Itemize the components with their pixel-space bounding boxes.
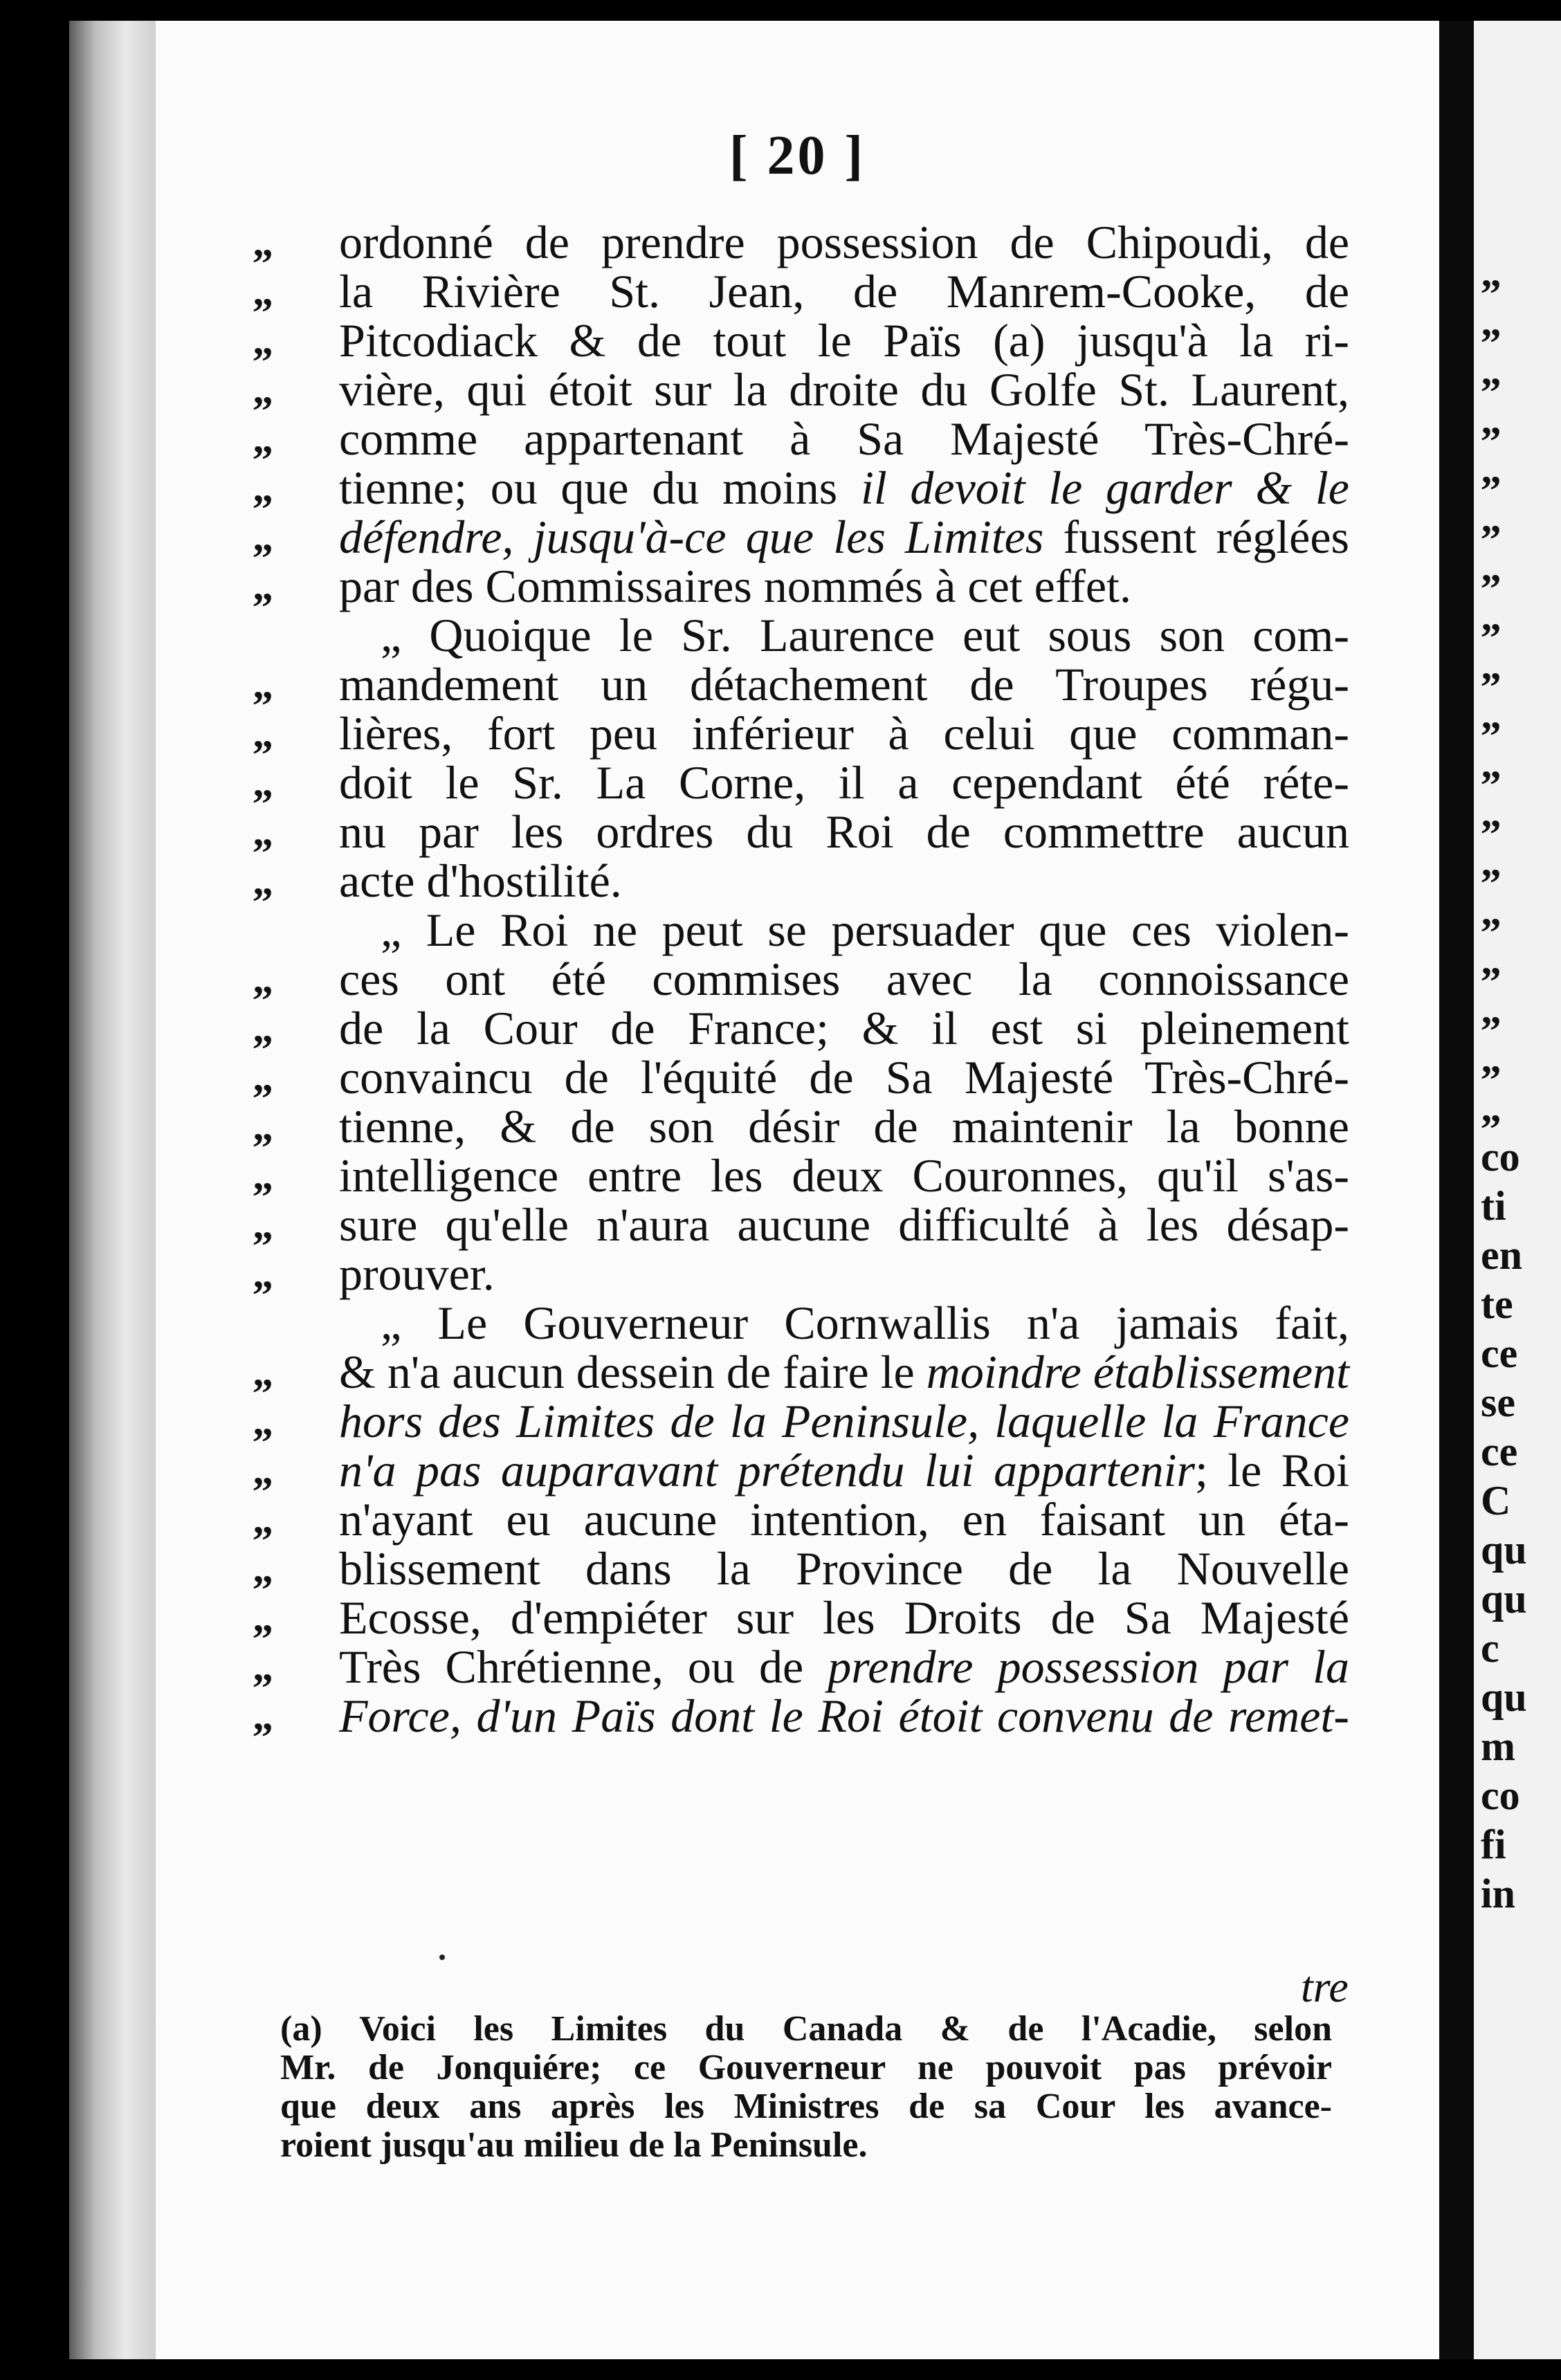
quote-mark: „ [253,563,273,609]
quote-mark: „ [253,219,273,265]
next-page-fragment: „ [1481,692,1501,738]
next-page-fragment: co [1481,1134,1520,1180]
text-span: lières, fort peu inférieur à celui que comman- [339,707,1349,760]
italic-span: hors des Limites de la Peninsule, laquelle la France [339,1395,1349,1447]
quote-mark: „ [253,1251,273,1297]
text-line [253,1690,1349,1742]
book-gutter [1439,21,1474,2359]
next-page-edge [1474,21,1561,2359]
next-page-fragment: ce [1481,1330,1518,1376]
quote-mark: „ [253,514,273,560]
text-line [253,1198,1349,1251]
quote-mark: „ [253,809,273,854]
text-line [339,906,1349,955]
quote-mark: „ [253,1644,273,1690]
next-page-fragment: in [1481,1871,1516,1916]
next-page-fragment: „ [1481,741,1501,787]
text-span: convaincu de l'équité de Sa Majesté Très-Chré- [339,1051,1349,1104]
next-page-fragment: „ [1481,790,1501,836]
next-page-fragment: „ [1481,495,1501,541]
italic-span: Force, d'un Païs dont le Roi étoit convenu de remet- [339,1690,1349,1742]
quote-mark: „ [253,661,273,707]
next-page-fragment: m [1481,1723,1515,1769]
text-span: la Rivière St. Jean, de Manrem-Cooke, de [339,265,1349,318]
footnote-line: (a) Voici les Limites du Canada & de l'Acadie, selon [280,2009,1332,2049]
text-line [253,805,1349,858]
text-span: „ Le Gouverneur Cornwallis n'a jamais fait, [381,1297,1349,1349]
text-span: „ Le Roi ne peut se persuader que ces violen- [381,904,1349,956]
next-page-fragment: ti [1481,1183,1506,1229]
text-span: nu par les ordres du Roi de commettre aucun [339,805,1349,858]
text-span: ces ont été commises avec la connoissance [339,953,1349,1005]
quote-mark: „ [253,268,273,314]
next-page-fragment: „ [1481,888,1501,934]
next-page-fragment: „ [1481,348,1501,394]
quote-mark: „ [253,858,273,904]
next-page-fragment: fi [1481,1822,1506,1867]
quote-mark: „ [253,1447,273,1493]
text-line [253,1640,1349,1693]
next-page-fragment: qu [1481,1576,1527,1622]
text-span: acte d'hostilité. [339,854,622,907]
italic-span: moindre établissement [926,1346,1349,1398]
text-line [253,216,1349,268]
footnote-line: que deux ans après les Ministres de sa Cour les avance- [280,2087,1332,2126]
text-line [339,1299,1349,1348]
text-span: comme appartenant à Sa Majesté Très-Chré- [339,412,1349,465]
quote-mark: „ [253,465,273,511]
text-span: n'ayant eu aucune intention, en faisant un éta- [339,1493,1349,1546]
text-line [253,1247,1349,1300]
footnote-line: roient jusqu'au milieu de la Peninsule. [280,2125,868,2165]
quote-mark: „ [253,1546,273,1591]
text-line [253,1100,1349,1153]
book-spine [69,21,156,2359]
text-span: de la Cour de France; & il est si pleinement [339,1002,1349,1054]
text-line [253,1149,1349,1202]
next-page-fragment: „ [1481,1085,1501,1130]
ink-speck [439,1955,445,1960]
text-line [253,756,1349,809]
text-span: & n'a aucun dessein de faire le [339,1346,926,1398]
next-page-fragment: „ [1481,250,1501,295]
next-page-fragment: „ [1481,446,1501,492]
text-span: Très Chrétienne, ou de [339,1640,828,1693]
text-line [253,511,1349,563]
quote-mark: „ [253,1595,273,1640]
text-line [253,265,1349,318]
next-page-fragment: „ [1481,397,1501,443]
quote-mark: „ [253,711,273,756]
next-page-fragment: en [1481,1232,1522,1278]
book-page [156,21,1439,2359]
quote-mark: „ [253,1398,273,1444]
next-page-fragment: co [1481,1773,1520,1818]
quote-mark: „ [253,1054,273,1100]
text-span: tienne, & de son désir de maintenir la bonne [339,1100,1349,1153]
italic-span: n'a pas auparavant prétendu lui appartenir [339,1444,1195,1496]
text-line [253,314,1349,367]
text-span: Ecosse, d'empiéter sur les Droits de Sa Majesté [339,1591,1349,1644]
quote-mark: „ [253,760,273,805]
text-span: intelligence entre les deux Couronnes, qu'il s'as- [339,1149,1349,1202]
text-line [253,707,1349,760]
quote-mark: „ [253,318,273,363]
text-span: blissement dans la Province de la Nouvelle [339,1542,1349,1595]
text-line [253,412,1349,465]
text-line [253,560,1349,612]
text-line [253,854,1349,907]
next-page-fragment: „ [1481,544,1501,590]
text-line [253,953,1349,1005]
footnote-line: Mr. de Jonquiére; ce Gouverneur ne pouvoit pas prévoir [280,2048,1332,2087]
text-span: prouver. [339,1247,495,1300]
text-span: Pitcodiack & de tout le Païs (a) jusqu'à la ri- [339,314,1349,367]
text-line [253,363,1349,416]
footnote [280,2010,1332,2165]
text-line [253,1051,1349,1104]
text-span: mandement un détachement de Troupes régu- [339,658,1349,711]
text-line [253,1444,1349,1496]
next-page-fragment: „ [1481,594,1501,639]
quote-mark: „ [253,1104,273,1149]
next-page-fragment: ce [1481,1429,1518,1474]
text-span: „ Quoique le Sr. Laurence eut sous son com- [381,609,1349,661]
text-span: vière, qui étoit sur la droite du Golfe St. Laurent, [339,363,1349,416]
text-line [253,1346,1349,1398]
quote-mark: „ [253,416,273,461]
next-page-fragment: „ [1481,839,1501,885]
next-page-fragment: te [1481,1281,1513,1327]
quote-mark: „ [253,1202,273,1247]
quote-mark: „ [253,367,273,412]
text-span: fussent réglées [1043,511,1349,563]
text-span: tienne; ou que du moins [339,461,861,514]
italic-span: défendre, jusqu'à-ce que les Limites [339,511,1044,563]
text-line [253,1002,1349,1054]
quote-mark: „ [253,1349,273,1395]
next-page-fragment: „ [1481,299,1501,345]
next-page-fragment: „ [1481,1036,1501,1081]
text-line [253,658,1349,711]
quote-mark: „ [253,1005,273,1051]
text-line [339,611,1349,660]
next-page-fragment: C [1481,1478,1511,1523]
next-page-fragment: „ [1481,643,1501,688]
italic-span: il devoit le garder & le [860,461,1349,514]
text-line [253,1395,1349,1447]
text-span: par des Commissaires nommés à cet effet. [339,560,1131,612]
text-line [253,461,1349,514]
text-span: sure qu'elle n'aura aucune difficulté à les désap- [339,1198,1349,1251]
catchword: tre [1301,1962,1349,2011]
text-line [253,1591,1349,1644]
next-page-fragment: qu [1481,1527,1527,1573]
next-page-fragment: c [1481,1625,1499,1671]
next-page-fragment: „ [1481,937,1501,983]
quote-mark: „ [253,956,273,1002]
text-span: ; le Roi [1194,1444,1349,1496]
text-span: doit le Sr. La Corne, il a cependant été réte- [339,756,1349,809]
page-number: [ 20 ] [729,125,866,186]
quote-mark: „ [253,1496,273,1542]
next-page-fragment: „ [1481,987,1501,1032]
next-page-fragment: qu [1481,1674,1527,1720]
text-line [253,1542,1349,1595]
next-page-fragment: se [1481,1380,1515,1425]
italic-span: prendre possession par la [828,1640,1349,1693]
text-line [253,1493,1349,1546]
quote-mark: „ [253,1153,273,1198]
quote-mark: „ [253,1693,273,1739]
body-text [253,216,1349,1742]
text-span: ordonné de prendre possession de Chipoudi, de [339,216,1349,268]
